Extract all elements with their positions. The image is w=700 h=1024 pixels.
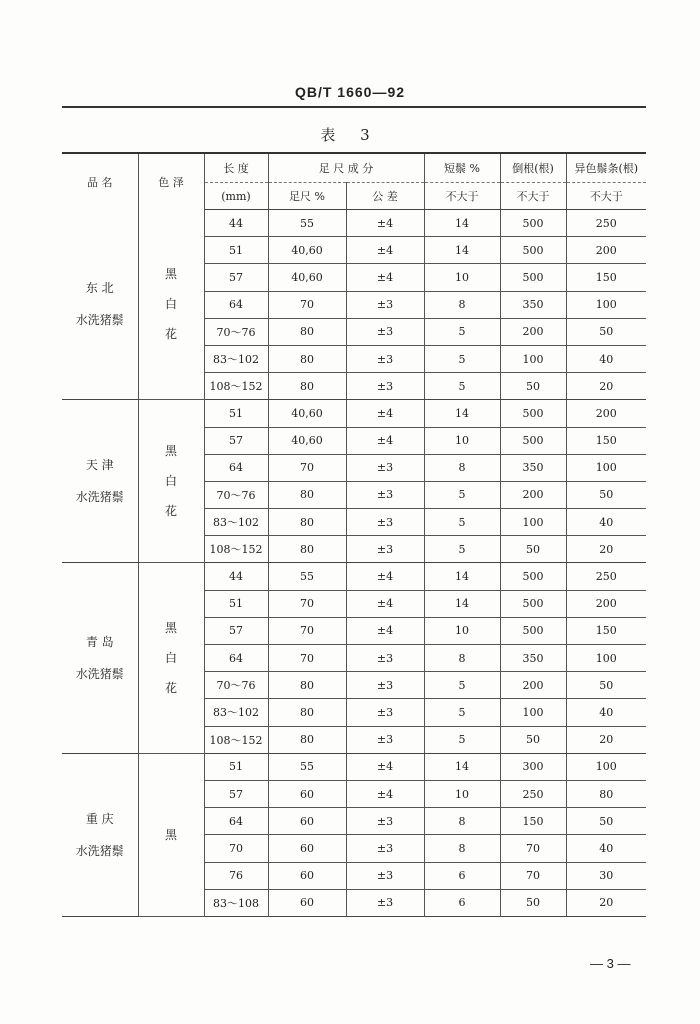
short-bristle-cell: 14 xyxy=(424,237,500,264)
offcolor-cell: 250 xyxy=(566,563,646,590)
full-length-pct-cell: 70 xyxy=(268,617,346,644)
tolerance-cell: ±4 xyxy=(346,210,424,237)
offcolor-cell: 20 xyxy=(566,889,646,916)
length-cell: 83～102 xyxy=(204,699,268,726)
color-cell: 黑 白 花 xyxy=(138,563,204,753)
product-name-cell xyxy=(62,210,138,400)
reversed-roots-cell: 200 xyxy=(500,318,566,345)
table-row xyxy=(62,753,646,780)
col-offcolor-bristles: 异色鬃条(根) xyxy=(566,153,646,183)
full-length-pct-cell: 55 xyxy=(268,563,346,590)
short-bristle-cell: 10 xyxy=(424,617,500,644)
short-bristle-cell: 5 xyxy=(424,536,500,563)
tolerance-cell: ±4 xyxy=(346,563,424,590)
length-cell: 108～152 xyxy=(204,373,268,400)
tolerance-cell: ±4 xyxy=(346,780,424,807)
short-bristle-cell: 5 xyxy=(424,509,500,536)
full-length-pct-cell: 40,60 xyxy=(268,427,346,454)
col-reversed-roots: 倒根(根) xyxy=(500,153,566,183)
tolerance-cell: ±4 xyxy=(346,237,424,264)
length-cell: 76 xyxy=(204,862,268,889)
col-full-length-pct: 足尺 % xyxy=(268,183,346,210)
offcolor-cell: 250 xyxy=(566,210,646,237)
product-region: 重 庆 xyxy=(85,811,114,826)
product-name-cell xyxy=(62,400,138,563)
short-bristle-cell: 5 xyxy=(424,373,500,400)
tolerance-cell: ±3 xyxy=(346,862,424,889)
col-short-not-more: 不大于 xyxy=(424,183,500,210)
offcolor-cell: 200 xyxy=(566,400,646,427)
col-short-bristle: 短鬃 % xyxy=(424,153,500,183)
reversed-roots-cell: 500 xyxy=(500,563,566,590)
reversed-roots-cell: 50 xyxy=(500,536,566,563)
length-cell: 70 xyxy=(204,835,268,862)
tolerance-cell: ±3 xyxy=(346,672,424,699)
short-bristle-cell: 14 xyxy=(424,563,500,590)
short-bristle-cell: 5 xyxy=(424,699,500,726)
full-length-pct-cell: 80 xyxy=(268,672,346,699)
product-region: 天 津 xyxy=(85,458,114,473)
length-cell: 83～108 xyxy=(204,889,268,916)
length-cell: 70～76 xyxy=(204,672,268,699)
reversed-roots-cell: 500 xyxy=(500,264,566,291)
reversed-roots-cell: 500 xyxy=(500,400,566,427)
product-group xyxy=(62,210,646,400)
full-length-pct-cell: 80 xyxy=(268,509,346,536)
offcolor-cell: 20 xyxy=(566,373,646,400)
full-length-pct-cell: 70 xyxy=(268,454,346,481)
length-cell: 51 xyxy=(204,400,268,427)
length-cell: 44 xyxy=(204,563,268,590)
page-number: — 3 — xyxy=(590,956,631,971)
table-row xyxy=(62,210,646,237)
tolerance-cell: ±3 xyxy=(346,645,424,672)
tolerance-cell: ±3 xyxy=(346,454,424,481)
offcolor-cell: 50 xyxy=(566,672,646,699)
offcolor-cell: 40 xyxy=(566,509,646,536)
color-cell: 黑 白 花 xyxy=(138,400,204,563)
reversed-roots-cell: 50 xyxy=(500,889,566,916)
product-group xyxy=(62,753,646,916)
full-length-pct-cell: 80 xyxy=(268,726,346,753)
reversed-roots-cell: 200 xyxy=(500,672,566,699)
length-cell: 57 xyxy=(204,264,268,291)
tolerance-cell: ±3 xyxy=(346,345,424,372)
offcolor-cell: 150 xyxy=(566,617,646,644)
reversed-roots-cell: 500 xyxy=(500,617,566,644)
offcolor-cell: 100 xyxy=(566,645,646,672)
length-cell: 51 xyxy=(204,590,268,617)
product-group xyxy=(62,400,646,563)
tolerance-cell: ±3 xyxy=(346,889,424,916)
short-bristle-cell: 10 xyxy=(424,264,500,291)
col-offcolor-not-more: 不大于 xyxy=(566,183,646,210)
tolerance-cell: ±4 xyxy=(346,427,424,454)
reversed-roots-cell: 200 xyxy=(500,481,566,508)
product-name-cell xyxy=(62,753,138,916)
full-length-pct-cell: 40,60 xyxy=(268,400,346,427)
length-cell: 64 xyxy=(204,645,268,672)
short-bristle-cell: 5 xyxy=(424,672,500,699)
reversed-roots-cell: 100 xyxy=(500,509,566,536)
reversed-roots-cell: 500 xyxy=(500,427,566,454)
short-bristle-cell: 8 xyxy=(424,645,500,672)
reversed-roots-cell: 100 xyxy=(500,345,566,372)
offcolor-cell: 200 xyxy=(566,237,646,264)
tolerance-cell: ±4 xyxy=(346,590,424,617)
color-cell: 黑 白 花 xyxy=(138,210,204,400)
col-color: 色 泽 xyxy=(138,153,204,210)
tolerance-cell: ±4 xyxy=(346,264,424,291)
standard-code: QB/T 1660—92 xyxy=(294,84,406,100)
tolerance-cell: ±3 xyxy=(346,509,424,536)
full-length-pct-cell: 80 xyxy=(268,536,346,563)
length-cell: 108～152 xyxy=(204,536,268,563)
product-region: 东 北 xyxy=(85,281,114,296)
reversed-roots-cell: 500 xyxy=(500,237,566,264)
offcolor-cell: 100 xyxy=(566,753,646,780)
reversed-roots-cell: 350 xyxy=(500,291,566,318)
full-length-pct-cell: 60 xyxy=(268,862,346,889)
tolerance-cell: ±3 xyxy=(346,373,424,400)
offcolor-cell: 40 xyxy=(566,835,646,862)
length-cell: 108～152 xyxy=(204,726,268,753)
length-cell: 57 xyxy=(204,427,268,454)
offcolor-cell: 100 xyxy=(566,454,646,481)
offcolor-cell: 150 xyxy=(566,427,646,454)
product-type: 水洗猪鬃 xyxy=(75,843,124,858)
offcolor-cell: 20 xyxy=(566,536,646,563)
product-name-cell xyxy=(62,563,138,753)
short-bristle-cell: 14 xyxy=(424,753,500,780)
full-length-pct-cell: 70 xyxy=(268,291,346,318)
offcolor-cell: 40 xyxy=(566,699,646,726)
reversed-roots-cell: 50 xyxy=(500,726,566,753)
offcolor-cell: 40 xyxy=(566,345,646,372)
reversed-roots-cell: 350 xyxy=(500,645,566,672)
col-product-name: 品 名 xyxy=(87,175,113,189)
full-length-pct-cell: 40,60 xyxy=(268,264,346,291)
offcolor-cell: 20 xyxy=(566,726,646,753)
length-cell: 83～102 xyxy=(204,509,268,536)
tolerance-cell: ±3 xyxy=(346,726,424,753)
reversed-roots-cell: 70 xyxy=(500,862,566,889)
reversed-roots-cell: 250 xyxy=(500,780,566,807)
col-reversed-not-more: 不大于 xyxy=(500,183,566,210)
length-cell: 70～76 xyxy=(204,481,268,508)
full-length-pct-cell: 70 xyxy=(268,645,346,672)
offcolor-cell: 150 xyxy=(566,264,646,291)
reversed-roots-cell: 350 xyxy=(500,454,566,481)
reversed-roots-cell: 150 xyxy=(500,808,566,835)
short-bristle-cell: 6 xyxy=(424,889,500,916)
length-cell: 51 xyxy=(204,237,268,264)
reversed-roots-cell: 100 xyxy=(500,699,566,726)
short-bristle-cell: 14 xyxy=(424,210,500,237)
product-region: 青 岛 xyxy=(85,635,114,650)
length-cell: 64 xyxy=(204,808,268,835)
offcolor-cell: 80 xyxy=(566,780,646,807)
tolerance-cell: ±4 xyxy=(346,617,424,644)
offcolor-cell: 50 xyxy=(566,481,646,508)
tolerance-cell: ±3 xyxy=(346,318,424,345)
reversed-roots-cell: 500 xyxy=(500,590,566,617)
offcolor-cell: 50 xyxy=(566,808,646,835)
spec-table xyxy=(62,152,646,917)
short-bristle-cell: 10 xyxy=(424,427,500,454)
full-length-pct-cell: 70 xyxy=(268,590,346,617)
short-bristle-cell: 14 xyxy=(424,400,500,427)
tolerance-cell: ±4 xyxy=(346,753,424,780)
header-rule xyxy=(62,106,646,108)
col-full-length-composition: 足 尺 成 分 xyxy=(268,153,424,183)
tolerance-cell: ±4 xyxy=(346,400,424,427)
full-length-pct-cell: 55 xyxy=(268,210,346,237)
tolerance-cell: ±3 xyxy=(346,291,424,318)
full-length-pct-cell: 80 xyxy=(268,699,346,726)
full-length-pct-cell: 55 xyxy=(268,753,346,780)
offcolor-cell: 200 xyxy=(566,590,646,617)
full-length-pct-cell: 80 xyxy=(268,318,346,345)
length-cell: 44 xyxy=(204,210,268,237)
table-title: 表 3 xyxy=(320,126,380,144)
short-bristle-cell: 10 xyxy=(424,780,500,807)
reversed-roots-cell: 70 xyxy=(500,835,566,862)
color-cell: 黑 xyxy=(138,753,204,916)
tolerance-cell: ±3 xyxy=(346,481,424,508)
full-length-pct-cell: 60 xyxy=(268,889,346,916)
length-cell: 51 xyxy=(204,753,268,780)
col-length: 长 度 xyxy=(204,153,268,183)
offcolor-cell: 30 xyxy=(566,862,646,889)
tolerance-cell: ±3 xyxy=(346,808,424,835)
short-bristle-cell: 8 xyxy=(424,808,500,835)
product-group xyxy=(62,563,646,753)
product-type: 水洗猪鬃 xyxy=(75,313,124,328)
table-row xyxy=(62,400,646,427)
tolerance-cell: ±3 xyxy=(346,699,424,726)
short-bristle-cell: 5 xyxy=(424,726,500,753)
reversed-roots-cell: 500 xyxy=(500,210,566,237)
short-bristle-cell: 5 xyxy=(424,318,500,345)
reversed-roots-cell: 300 xyxy=(500,753,566,780)
col-tolerance: 公 差 xyxy=(346,183,424,210)
table-row xyxy=(62,563,646,590)
full-length-pct-cell: 80 xyxy=(268,373,346,400)
offcolor-cell: 100 xyxy=(566,291,646,318)
full-length-pct-cell: 60 xyxy=(268,780,346,807)
offcolor-cell: 50 xyxy=(566,318,646,345)
short-bristle-cell: 14 xyxy=(424,590,500,617)
full-length-pct-cell: 80 xyxy=(268,345,346,372)
full-length-pct-cell: 40,60 xyxy=(268,237,346,264)
short-bristle-cell: 8 xyxy=(424,291,500,318)
length-cell: 57 xyxy=(204,780,268,807)
full-length-pct-cell: 60 xyxy=(268,835,346,862)
length-cell: 64 xyxy=(204,454,268,481)
short-bristle-cell: 5 xyxy=(424,345,500,372)
length-cell: 57 xyxy=(204,617,268,644)
short-bristle-cell: 8 xyxy=(424,835,500,862)
product-type: 水洗猪鬃 xyxy=(75,667,124,682)
length-cell: 64 xyxy=(204,291,268,318)
length-cell: 83～102 xyxy=(204,345,268,372)
short-bristle-cell: 6 xyxy=(424,862,500,889)
short-bristle-cell: 8 xyxy=(424,454,500,481)
product-type: 水洗猪鬃 xyxy=(75,490,124,505)
full-length-pct-cell: 80 xyxy=(268,481,346,508)
length-cell: 70～76 xyxy=(204,318,268,345)
tolerance-cell: ±3 xyxy=(346,835,424,862)
short-bristle-cell: 5 xyxy=(424,481,500,508)
full-length-pct-cell: 60 xyxy=(268,808,346,835)
col-length-unit: (mm) xyxy=(204,183,268,210)
tolerance-cell: ±3 xyxy=(346,536,424,563)
reversed-roots-cell: 50 xyxy=(500,373,566,400)
